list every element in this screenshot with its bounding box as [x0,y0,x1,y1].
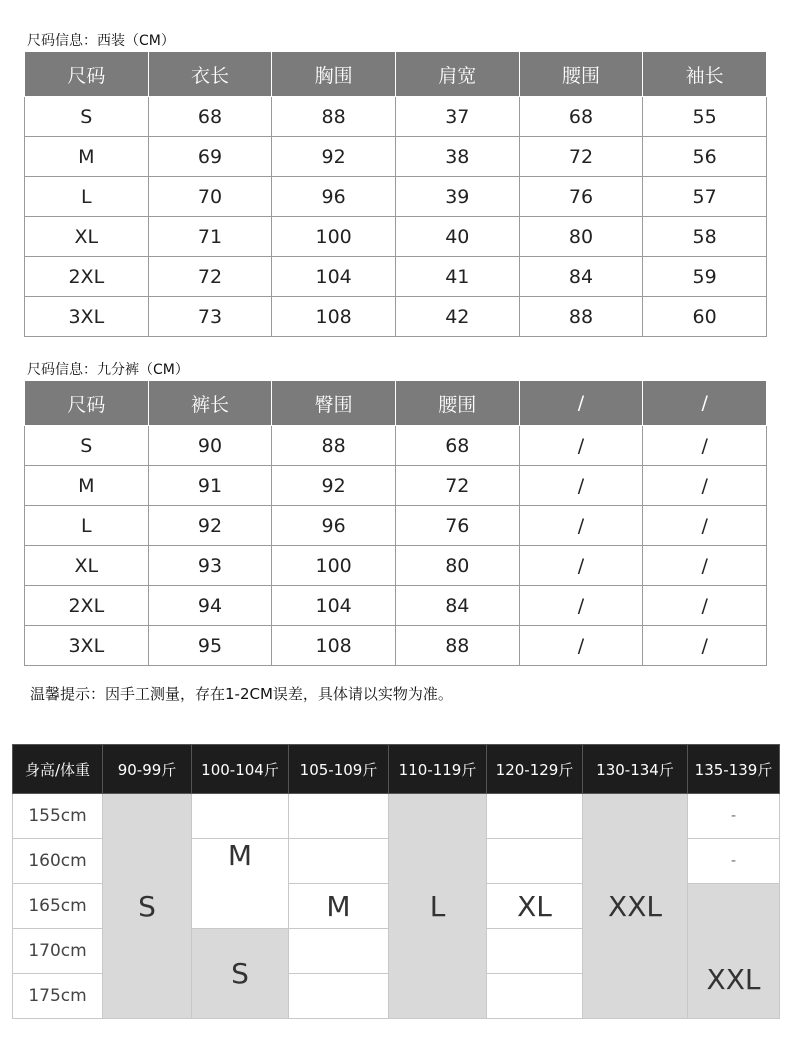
jacket-table-cell: 69 [148,137,272,177]
pants-table-cell: / [643,586,767,626]
pants-table-row [25,506,767,546]
pants-table-cell: / [643,466,767,506]
weight-header: 120-129斤 [487,745,583,794]
pants-table-cell: / [643,626,767,666]
pants-table-row [25,466,767,506]
empty-cell [487,929,583,974]
weight-header: 90-99斤 [103,745,192,794]
pants-table-row [25,426,767,466]
empty-cell [487,974,583,1019]
guide-header-row [13,745,780,794]
jacket-table-cell: 92 [272,137,396,177]
jacket-table-cell: 70 [148,177,272,217]
pants-table-cell: 91 [148,466,272,506]
pants-table-cell: 88 [272,426,396,466]
weight-header: 110-119斤 [389,745,487,794]
jacket-column-header: 肩宽 [395,52,519,97]
jacket-table-cell: 39 [395,177,519,217]
jacket-table-cell: XL [25,217,149,257]
pants-table-cell: 80 [395,546,519,586]
jacket-column-header: 衣长 [148,52,272,97]
jacket-table-cell: 100 [272,217,396,257]
pants-table-cell: 96 [272,506,396,546]
jacket-table-cell: 55 [643,97,767,137]
jacket-table-cell: 76 [519,177,643,217]
jacket-table-cell: 73 [148,297,272,337]
jacket-table-cell: 88 [272,97,396,137]
guide-row [13,794,780,839]
jacket-table-cell: 2XL [25,257,149,297]
size-cell: XXL [583,794,688,1019]
jacket-table-row [25,177,767,217]
height-label: 175cm [13,974,103,1019]
height-label: 160cm [13,839,103,884]
jacket-table-cell: 71 [148,217,272,257]
pants-column-header: / [643,381,767,426]
pants-table-cell: 2XL [25,586,149,626]
jacket-table-cell: 68 [519,97,643,137]
jacket-table-cell: 96 [272,177,396,217]
size-guide-table [12,744,780,1019]
pants-table-cell: M [25,466,149,506]
height-label: 165cm [13,884,103,929]
jacket-column-header: 腰围 [519,52,643,97]
empty-cell [192,794,289,839]
size-cell: M [192,839,289,929]
pants-table-row [25,626,767,666]
pants-table-cell: 92 [148,506,272,546]
jacket-table-row [25,217,767,257]
measurement-tip: 温馨提示：因手工测量，存在1-2CM误差，具体请以实物为准。 [30,685,453,703]
jacket-table-cell: 68 [148,97,272,137]
pants-table-cell: 3XL [25,626,149,666]
pants-table-cell: XL [25,546,149,586]
jacket-table-cell: 72 [148,257,272,297]
pants-header-row [25,381,767,426]
pants-section-title: 尺码信息：九分裤（CM） [27,362,189,378]
size-cell: - [688,839,780,884]
empty-cell [289,929,389,974]
pants-table-cell: 93 [148,546,272,586]
jacket-table-cell: 58 [643,217,767,257]
pants-table-cell: / [643,426,767,466]
pants-table-cell: / [643,546,767,586]
pants-table-cell: / [519,506,643,546]
weight-header: 130-134斤 [583,745,688,794]
pants-table-cell: 108 [272,626,396,666]
empty-cell [487,794,583,839]
pants-table-cell: / [519,546,643,586]
weight-header: 105-109斤 [289,745,389,794]
pants-table-cell: / [519,426,643,466]
pants-table-cell: 90 [148,426,272,466]
empty-cell [289,794,389,839]
size-cell: S [192,929,289,1019]
empty-cell [289,974,389,1019]
pants-table-cell: 92 [272,466,396,506]
pants-table-cell: 95 [148,626,272,666]
jacket-table-cell: 60 [643,297,767,337]
pants-size-table [24,380,767,666]
pants-table-cell: 84 [395,586,519,626]
jacket-header-row [25,52,767,97]
jacket-table-cell: 80 [519,217,643,257]
pants-table-cell: 68 [395,426,519,466]
jacket-table-cell: 88 [519,297,643,337]
height-label: 155cm [13,794,103,839]
pants-table-cell: / [519,626,643,666]
size-cell: XXL [688,884,780,1019]
pants-table-cell: S [25,426,149,466]
jacket-table-row [25,257,767,297]
jacket-table-cell: 104 [272,257,396,297]
pants-table-cell: / [519,586,643,626]
pants-column-header: / [519,381,643,426]
jacket-table-cell: 41 [395,257,519,297]
height-label: 170cm [13,929,103,974]
jacket-table-cell: 72 [519,137,643,177]
pants-table-cell: 76 [395,506,519,546]
jacket-table-cell: 59 [643,257,767,297]
jacket-section-title: 尺码信息：西装（CM） [27,33,175,49]
size-cell: M [289,884,389,929]
jacket-table-row [25,97,767,137]
jacket-table-cell: 108 [272,297,396,337]
weight-header: 100-104斤 [192,745,289,794]
size-cell: L [389,794,487,1019]
jacket-table-cell: 56 [643,137,767,177]
jacket-table-cell: 84 [519,257,643,297]
jacket-column-header: 胸围 [272,52,396,97]
empty-cell [487,839,583,884]
jacket-table-row [25,297,767,337]
pants-table-cell: L [25,506,149,546]
weight-header: 135-139斤 [688,745,780,794]
pants-column-header: 裤长 [148,381,272,426]
pants-column-header: 臀围 [272,381,396,426]
jacket-table-cell: L [25,177,149,217]
pants-table-cell: 94 [148,586,272,626]
size-cell: XL [487,884,583,929]
pants-table-cell: 72 [395,466,519,506]
pants-column-header: 腰围 [395,381,519,426]
jacket-table-cell: M [25,137,149,177]
pants-table-cell: 104 [272,586,396,626]
pants-table-cell: / [643,506,767,546]
jacket-table-cell: 3XL [25,297,149,337]
pants-table-cell: / [519,466,643,506]
jacket-table-cell: 40 [395,217,519,257]
size-cell: - [688,794,780,839]
guide-corner-header: 身高/体重 [13,745,103,794]
jacket-table-cell: S [25,97,149,137]
size-cell: S [103,794,192,1019]
jacket-table-cell: 38 [395,137,519,177]
pants-table-cell: 88 [395,626,519,666]
empty-cell [289,839,389,884]
jacket-table-row [25,137,767,177]
jacket-table-cell: 37 [395,97,519,137]
pants-table-row [25,586,767,626]
jacket-column-header: 尺码 [25,52,149,97]
pants-table-row [25,546,767,586]
jacket-table-cell: 57 [643,177,767,217]
pants-column-header: 尺码 [25,381,149,426]
jacket-size-table [24,51,767,337]
pants-table-cell: 100 [272,546,396,586]
jacket-column-header: 袖长 [643,52,767,97]
jacket-table-cell: 42 [395,297,519,337]
